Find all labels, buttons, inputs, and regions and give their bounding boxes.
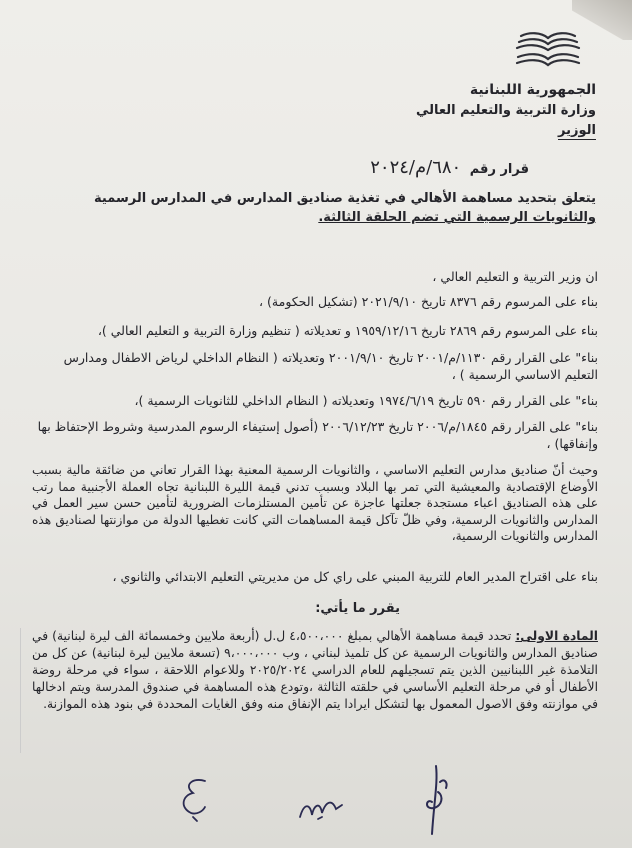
- signature-2: [296, 795, 346, 825]
- basis-decision-1845: بناء" على القرار رقم ١٨٤٥/م/٢٠٠٦ تاريخ ٢٠٠٦/١٢/٢٣ (أصول إستيفاء الرسوم المدرسية وشروط الإحتفاظ بها وإنفاقها) ،: [37, 419, 598, 451]
- suggestion-line: بناء على اقتراح المدير العام للتربية المبني على راي كل من مديريتي التعليم الابتدائي والثانوي ،: [112, 569, 598, 584]
- subject-line-1: يتعلق بتحديد مساهمة الأهالي في تغذية صناديق المدارس في المدارس الرسمية: [94, 191, 596, 206]
- article-1-text: تحدد قيمة مساهمة الأهالي بمبلغ ٤،٥٠٠،٠٠٠ ل.ل (أربعة ملايين وخمسمائة الف ليرة لبنانية) في صناديق المدارس والثانويات الرسمية عن كل تلميذ لبناني ، وب ٩،٠٠٠،٠٠٠ (تسعة ملايين ليرة لبنانية) عن كل من التلامذة غير اللبنانيين الذين يتم تسجيلهم للعام الدراسي ٢٠٢٥/٢٠٢٤ وللاعوام اللاحقة ، سواء في مرحلة روضة الأطفال أو في مرحلة التعليم الأساسي في حلقته الثالثة ،وتودع هذه المساهمة في صندوق المدرسة ويتم ادخالها في موازنته وفق الاصول المعمول بها لتشكل ايرادا يتم الإنفاق منه وفق الغايات المحددة في بنود هذه الموازنة.: [32, 629, 598, 711]
- signature-3: [416, 762, 456, 842]
- header-minister: الوزير: [558, 123, 596, 138]
- header-republic: الجمهورية اللبنانية: [469, 82, 596, 98]
- decision-number: ٦٨٠/م/٢٠٢٤: [370, 157, 462, 178]
- basis-decision-1130: بناء" على القرار رقم ١١٣٠/م/٢٠٠١ تاريخ ٢٠٠١/٩/١٠ وتعديلاته ( النظام الداخلي لرياض الاطفال ومدارس التعليم الاساسي الرسمية ) ،: [63, 350, 598, 382]
- header-ministry: وزارة التربية والتعليم العالي: [415, 103, 596, 118]
- article-1-title: المادة الاولى:: [515, 629, 598, 643]
- decision-label: قرار رقم: [469, 162, 529, 177]
- basis-decree-2869: بناء على المرسوم رقم ٢٨٦٩ تاريخ ١٩٥٩/١٢/١٦ و تعديلاته ( تنظيم وزارة التربية و التعليم العالي )،: [97, 323, 598, 338]
- subject-line-2: والثانويات الرسمية التي تضم الحلقة الثالثة.: [318, 210, 596, 225]
- whereas-paragraph: وحيث أنّ صناديق مدارس التعليم الاساسي ، والثانويات الرسمية المعنية بهذا القرار تعاني من ضائقة مالية بسبب الأوضاع الإقتصادية والمعيشية التي تمر بها البلاد وبسبب تدني قيمة الليرة اللبنانية تجاه العملة الأجنبية مما رتب على هذه الصناديق اعباء مستجدة جعلتها عاجزة عن تأمين المستلزمات الضرورية لتأمين حسن سير العمل في المدارس والثانويات الرسمية، وفي ظلّ تآكل قيمة المساهمات التي كانت تغطيها الدولة من موازنتها لصناديق هذه المدارس والثانويات الرسمية،: [32, 463, 598, 543]
- basis-decree-8376: بناء على المرسوم رقم ٨٣٧٦ تاريخ ٢٠٢١/٩/١٠ (تشكيل الحكومة) ،: [259, 294, 598, 309]
- article-1: [32, 628, 598, 713]
- minister-line: ان وزير التربية و التعليم العالي ،: [432, 269, 598, 284]
- decision-heading: [370, 157, 529, 178]
- ministry-logo-icon: [513, 30, 583, 80]
- decides-heading: يقرر ما يأتي:: [315, 601, 400, 616]
- basis-decision-590: بناء" على القرار رقم ٥٩٠ تاريخ ١٩٧٤/٦/١٩ وتعديلاته ( النظام الداخلي للثانويات الرسمية )،: [134, 393, 598, 408]
- decision-subject: [56, 189, 596, 227]
- signature-1: [175, 775, 215, 825]
